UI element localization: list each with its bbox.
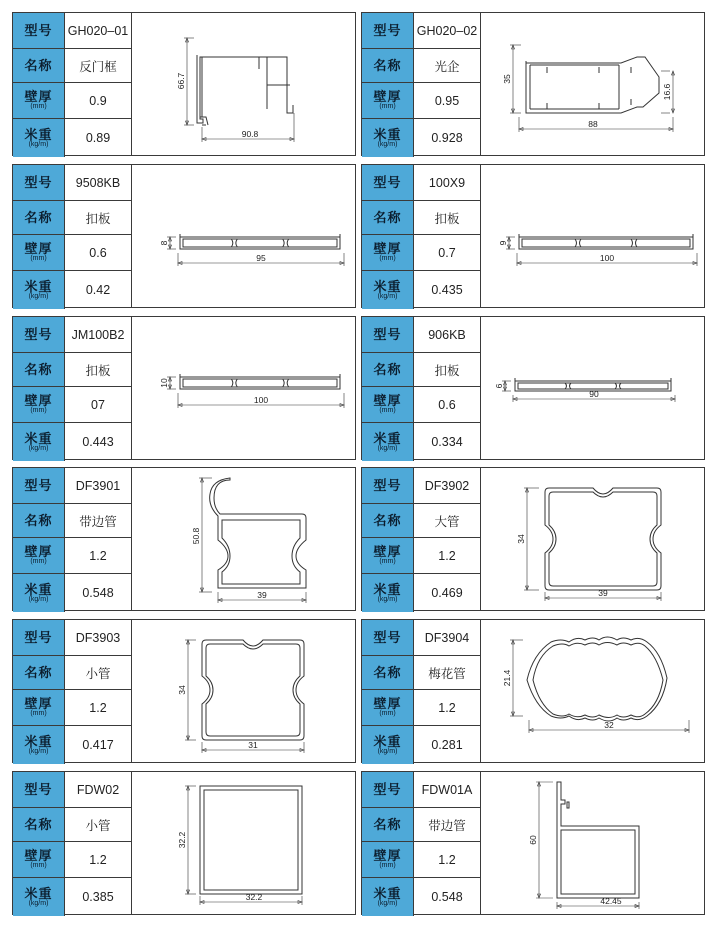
unit-text: (mm) [30, 255, 47, 262]
wall-thickness-value: 0.9 [89, 93, 107, 108]
label-text: 米重 [373, 581, 402, 597]
unit-text: (kg/m) [377, 595, 398, 603]
model-value: DF3903 [75, 630, 121, 645]
name-label [362, 49, 414, 82]
model-label [362, 13, 414, 48]
model-label [13, 772, 65, 807]
name-value: 梅花管 [428, 666, 466, 681]
name-value: 反门框 [79, 59, 117, 74]
profile-card [361, 771, 705, 915]
dimension-label: 31 [248, 740, 258, 750]
profile-card [12, 619, 356, 763]
unit-text: (kg/m) [377, 899, 398, 907]
spec-row [13, 690, 131, 726]
meter-weight-label [13, 726, 65, 764]
spec-row [362, 772, 480, 808]
model-label [362, 772, 414, 807]
profile-card [12, 771, 356, 915]
name-label [13, 201, 65, 234]
spec-row [13, 13, 131, 49]
label-text: 壁厚 [373, 393, 402, 408]
meter-weight-label [13, 423, 65, 461]
label-text: 名称 [24, 210, 53, 225]
dimension-label: 32.2 [177, 831, 187, 849]
profile-cross-section [481, 13, 704, 155]
wall-thickness-value: 1.2 [89, 700, 107, 715]
dimension-label: 100 [599, 253, 615, 263]
dimension-label: 88 [588, 119, 598, 129]
wall-thickness-label [362, 235, 414, 270]
dimension-label: 90 [589, 389, 599, 399]
profile-card [12, 467, 356, 611]
spec-table [362, 620, 481, 762]
dimension-label: 6 [494, 383, 504, 389]
model-label [13, 317, 65, 352]
unit-text: (kg/m) [28, 292, 49, 300]
label-text: 米重 [24, 278, 53, 294]
wall-thickness-value: 0.95 [434, 93, 460, 108]
spec-table [13, 165, 132, 307]
spec-table [13, 620, 132, 762]
label-text: 型号 [373, 630, 402, 645]
profile-card [12, 164, 356, 308]
dimension-label: 66.7 [176, 72, 186, 90]
profile-drawing [481, 317, 704, 459]
profile-drawing [481, 165, 704, 307]
profile-card [12, 316, 356, 460]
spec-row [13, 468, 131, 504]
dimension-label: 10 [159, 378, 169, 388]
name-label [362, 201, 414, 234]
wall-thickness-label [13, 387, 65, 422]
spec-row [362, 317, 480, 353]
profile-card [361, 467, 705, 611]
model-label [13, 165, 65, 200]
wall-thickness-label [13, 83, 65, 118]
name-value: 扣板 [434, 211, 460, 226]
meter-weight-label [362, 878, 414, 916]
dimension-label: 21.4 [502, 669, 512, 687]
label-text: 名称 [373, 58, 402, 73]
label-text: 名称 [373, 210, 402, 225]
dimension-label: 39 [598, 588, 608, 598]
spec-row [13, 235, 131, 271]
label-text: 壁厚 [373, 696, 402, 711]
profile-cross-section [132, 13, 355, 155]
label-text: 壁厚 [373, 848, 402, 863]
spec-table [362, 468, 481, 610]
spec-row [13, 842, 131, 878]
model-label [362, 468, 414, 503]
meter-weight-value: 0.443 [82, 435, 114, 449]
model-label [362, 317, 414, 352]
label-text: 型号 [24, 478, 53, 493]
meter-weight-value: 0.417 [82, 738, 114, 752]
model-value: DF3902 [424, 478, 470, 493]
meter-weight-label [362, 726, 414, 764]
wall-thickness-value: 0.7 [438, 245, 456, 260]
spec-row [362, 119, 480, 157]
profile-card [361, 164, 705, 308]
wall-thickness-value: 07 [91, 397, 105, 412]
dimension-label: 34 [516, 534, 526, 544]
label-text: 米重 [373, 278, 402, 294]
spec-row [362, 201, 480, 235]
spec-row [13, 726, 131, 764]
unit-text: (mm) [30, 558, 47, 565]
meter-weight-value: 0.548 [82, 586, 114, 600]
meter-weight-label [362, 574, 414, 612]
label-text: 壁厚 [373, 241, 402, 256]
profile-drawing [481, 13, 704, 155]
label-text: 名称 [24, 58, 53, 73]
dimension-label: 16.6 [662, 83, 672, 101]
dimension-label: 39 [257, 590, 267, 600]
unit-text: (kg/m) [377, 140, 398, 148]
spec-row [13, 387, 131, 423]
label-text: 壁厚 [24, 241, 53, 256]
model-value: FDW01A [421, 782, 473, 797]
label-text: 名称 [24, 665, 53, 680]
spec-row [362, 83, 480, 119]
label-text: 壁厚 [24, 696, 53, 711]
spec-table [13, 772, 132, 914]
spec-row [13, 83, 131, 119]
name-value: 小管 [85, 818, 111, 833]
spec-table [362, 165, 481, 307]
label-text: 名称 [373, 665, 402, 680]
spec-table [362, 13, 481, 155]
dimension-label: 50.8 [191, 527, 201, 545]
profile-cross-section [132, 468, 355, 610]
spec-table [362, 317, 481, 459]
unit-text: (mm) [379, 103, 396, 110]
unit-text: (mm) [379, 407, 396, 414]
spec-table [13, 468, 132, 610]
wall-thickness-label [362, 538, 414, 573]
profile-drawing [481, 468, 704, 610]
meter-weight-value: 0.42 [85, 283, 111, 297]
label-text: 壁厚 [24, 544, 53, 559]
name-value: 扣板 [85, 363, 111, 378]
label-text: 米重 [24, 733, 53, 749]
spec-row [362, 504, 480, 538]
label-text: 型号 [24, 175, 53, 190]
model-value: 906KB [428, 327, 466, 342]
wall-thickness-value: 1.2 [438, 852, 456, 867]
label-text: 型号 [24, 782, 53, 797]
dimension-label: 95 [256, 253, 266, 263]
label-text: 壁厚 [373, 89, 402, 104]
spec-row [13, 119, 131, 157]
meter-weight-value: 0.469 [431, 586, 463, 600]
label-text: 型号 [24, 23, 53, 38]
spec-row [362, 656, 480, 690]
meter-weight-label [13, 271, 65, 309]
unit-text: (kg/m) [28, 444, 49, 452]
label-text: 米重 [24, 581, 53, 597]
unit-text: (mm) [30, 103, 47, 110]
label-text: 型号 [24, 327, 53, 342]
label-text: 名称 [373, 513, 402, 528]
profile-drawing [132, 165, 355, 307]
profile-drawing [132, 13, 355, 155]
name-label [13, 49, 65, 82]
dimension-label: 42.45 [600, 896, 622, 906]
label-text: 型号 [373, 327, 402, 342]
wall-thickness-label [362, 842, 414, 877]
unit-text: (kg/m) [377, 747, 398, 755]
model-label [13, 468, 65, 503]
unit-text: (mm) [379, 862, 396, 869]
profile-card [361, 619, 705, 763]
spec-row [362, 49, 480, 83]
wall-thickness-label [362, 690, 414, 725]
profile-card [12, 12, 356, 156]
label-text: 壁厚 [373, 544, 402, 559]
wall-thickness-label [362, 387, 414, 422]
meter-weight-label [13, 574, 65, 612]
profile-cross-section [481, 165, 704, 307]
wall-thickness-value: 1.2 [89, 548, 107, 563]
wall-thickness-label [13, 538, 65, 573]
label-text: 型号 [373, 782, 402, 797]
dimension-label: 90.8 [241, 129, 259, 139]
meter-weight-value: 0.334 [431, 435, 463, 449]
label-text: 米重 [24, 126, 53, 142]
dimension-label: 32 [604, 720, 614, 730]
label-text: 名称 [24, 513, 53, 528]
label-text: 名称 [24, 362, 53, 377]
spec-row [362, 353, 480, 387]
profile-cross-section [481, 620, 704, 762]
label-text: 米重 [24, 885, 53, 901]
spec-row [362, 808, 480, 842]
model-label [362, 165, 414, 200]
label-text: 型号 [373, 23, 402, 38]
meter-weight-label [13, 119, 65, 157]
unit-text: (kg/m) [28, 140, 49, 148]
spec-row [13, 49, 131, 83]
profile-drawing [481, 772, 704, 914]
spec-row [13, 165, 131, 201]
wall-thickness-value: 0.6 [89, 245, 107, 260]
profile-drawing [132, 317, 355, 459]
unit-text: (mm) [379, 255, 396, 262]
spec-row [362, 423, 480, 461]
meter-weight-value: 0.928 [431, 131, 463, 145]
model-value: 100X9 [428, 175, 466, 190]
label-text: 壁厚 [24, 89, 53, 104]
spec-row [362, 538, 480, 574]
unit-text: (kg/m) [377, 444, 398, 452]
spec-row [13, 878, 131, 916]
spec-row [13, 620, 131, 656]
dimension-label: 9 [498, 240, 508, 246]
meter-weight-value: 0.89 [85, 131, 111, 145]
spec-table [13, 13, 132, 155]
model-label [362, 620, 414, 655]
name-value: 扣板 [434, 363, 460, 378]
model-value: GH020–02 [416, 23, 478, 38]
name-value: 带边管 [428, 818, 466, 833]
label-text: 米重 [373, 126, 402, 142]
dimension-label: 34 [177, 685, 187, 695]
label-text: 米重 [373, 885, 402, 901]
meter-weight-value: 0.548 [431, 890, 463, 904]
wall-thickness-value: 1.2 [438, 548, 456, 563]
model-value: DF3901 [75, 478, 121, 493]
spec-row [362, 842, 480, 878]
label-text: 型号 [24, 630, 53, 645]
dimension-label: 35 [502, 74, 512, 84]
label-text: 型号 [373, 175, 402, 190]
label-text: 壁厚 [24, 848, 53, 863]
model-value: 9508KB [75, 175, 121, 190]
spec-row [362, 468, 480, 504]
name-label [362, 656, 414, 689]
model-value: GH020–01 [67, 23, 129, 38]
profile-cross-section [481, 468, 704, 610]
name-value: 光企 [434, 59, 460, 74]
name-label [362, 808, 414, 841]
unit-text: (mm) [379, 558, 396, 565]
name-value: 扣板 [85, 211, 111, 226]
model-value: DF3904 [424, 630, 470, 645]
label-text: 名称 [24, 817, 53, 832]
dimension-label: 32.2 [245, 892, 263, 902]
wall-thickness-label [362, 83, 414, 118]
spec-table [13, 317, 132, 459]
profile-drawing [132, 620, 355, 762]
spec-table [362, 772, 481, 914]
profile-cross-section [132, 165, 355, 307]
unit-text: (kg/m) [28, 899, 49, 907]
spec-row [362, 387, 480, 423]
name-value: 小管 [85, 666, 111, 681]
name-label [362, 504, 414, 537]
wall-thickness-label [13, 235, 65, 270]
dimension-label: 100 [253, 395, 269, 405]
label-text: 型号 [373, 478, 402, 493]
name-label [13, 353, 65, 386]
profile-card [361, 316, 705, 460]
spec-row [362, 271, 480, 309]
unit-text: (mm) [30, 407, 47, 414]
spec-row [13, 772, 131, 808]
spec-row [362, 235, 480, 271]
meter-weight-label [362, 423, 414, 461]
profile-cross-section [481, 317, 704, 459]
spec-row [13, 538, 131, 574]
spec-row [362, 165, 480, 201]
profile-cross-section [132, 772, 355, 914]
profile-drawing [132, 772, 355, 914]
spec-row [362, 620, 480, 656]
spec-row [13, 423, 131, 461]
profile-drawing [481, 620, 704, 762]
dimension-label: 60 [528, 835, 538, 845]
model-label [13, 13, 65, 48]
profile-card [361, 12, 705, 156]
label-text: 名称 [373, 817, 402, 832]
spec-row [13, 317, 131, 353]
profile-cross-section [132, 620, 355, 762]
label-text: 米重 [373, 733, 402, 749]
unit-text: (mm) [379, 710, 396, 717]
spec-row [13, 574, 131, 612]
label-text: 米重 [24, 430, 53, 446]
meter-weight-value: 0.385 [82, 890, 114, 904]
wall-thickness-value: 1.2 [438, 700, 456, 715]
spec-row [13, 201, 131, 235]
spec-row [362, 726, 480, 764]
name-label [13, 808, 65, 841]
spec-row [13, 353, 131, 387]
meter-weight-value: 0.281 [431, 738, 463, 752]
unit-text: (kg/m) [377, 292, 398, 300]
label-text: 名称 [373, 362, 402, 377]
dimension-label: 8 [159, 240, 169, 246]
name-label [13, 504, 65, 537]
name-label [13, 656, 65, 689]
model-value: FDW02 [76, 782, 120, 797]
name-label [362, 353, 414, 386]
spec-row [362, 690, 480, 726]
wall-thickness-label [13, 690, 65, 725]
meter-weight-value: 0.435 [431, 283, 463, 297]
meter-weight-label [362, 119, 414, 157]
spec-row [362, 878, 480, 916]
unit-text: (mm) [30, 862, 47, 869]
name-value: 带边管 [79, 514, 117, 529]
name-value: 大管 [434, 514, 460, 529]
spec-row [13, 271, 131, 309]
meter-weight-label [362, 271, 414, 309]
wall-thickness-value: 0.6 [438, 397, 456, 412]
meter-weight-label [13, 878, 65, 916]
unit-text: (kg/m) [28, 595, 49, 603]
spec-row [13, 808, 131, 842]
spec-row [13, 504, 131, 538]
label-text: 米重 [373, 430, 402, 446]
wall-thickness-label [13, 842, 65, 877]
spec-row [362, 574, 480, 612]
profile-cross-section [132, 317, 355, 459]
spec-row [362, 13, 480, 49]
unit-text: (kg/m) [28, 747, 49, 755]
profile-drawing [132, 468, 355, 610]
label-text: 壁厚 [24, 393, 53, 408]
unit-text: (mm) [30, 710, 47, 717]
spec-row [13, 656, 131, 690]
model-label [13, 620, 65, 655]
model-value: JM100B2 [71, 327, 125, 342]
profile-cross-section [481, 772, 704, 914]
wall-thickness-value: 1.2 [89, 852, 107, 867]
